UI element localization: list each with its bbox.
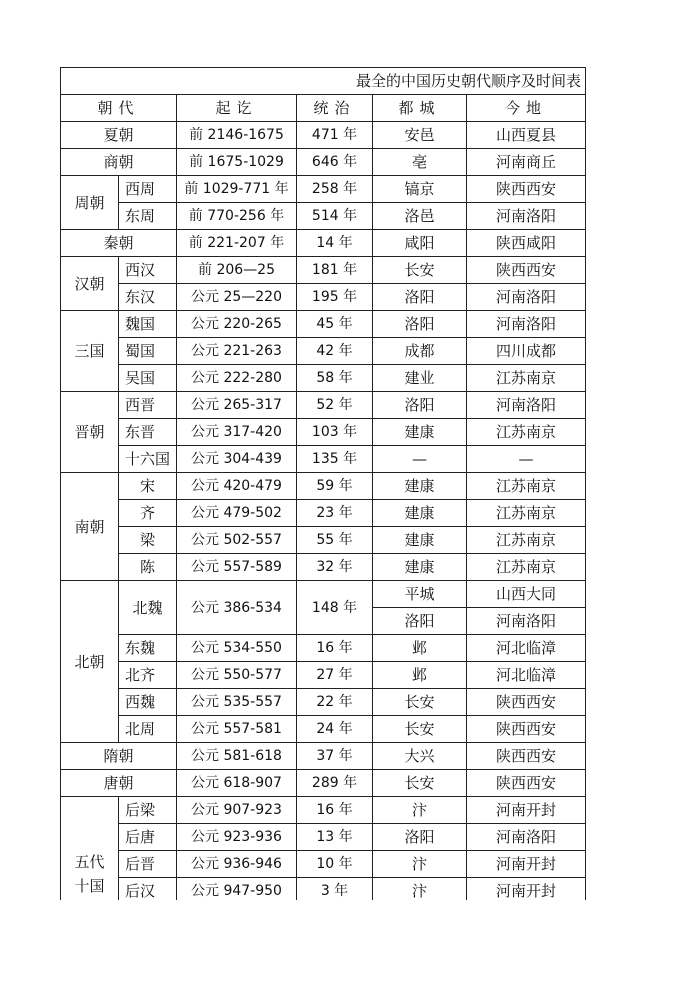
period-cell: 前 2146-1675 <box>177 122 297 149</box>
period-cell: 公元 222-280 <box>177 365 297 392</box>
dynasty-group <box>61 797 119 905</box>
rule-cell: 646 年 <box>297 149 373 176</box>
period-cell: 前 770-256 年 <box>177 203 297 230</box>
group-line: 五代 <box>74 853 105 871</box>
period-cell: 公元 265-317 <box>177 392 297 419</box>
table-row <box>61 743 586 770</box>
table-row <box>61 122 586 149</box>
today-cell: — <box>467 446 586 473</box>
table-row <box>61 689 586 716</box>
dynasty-group: 三国 <box>61 311 119 392</box>
table-row <box>61 635 586 662</box>
period-cell: 公元 618-907 <box>177 770 297 797</box>
period-cell: 公元 923-936 <box>177 824 297 851</box>
today-cell: 陕西西安 <box>467 743 586 770</box>
period-cell: 公元 534-550 <box>177 635 297 662</box>
rule-cell: 23 年 <box>297 500 373 527</box>
sub-dynasty-name: 后梁 <box>119 797 177 824</box>
table-row <box>61 473 586 500</box>
header-row <box>61 95 586 122</box>
dynasty-table <box>60 67 586 905</box>
today-cell: 陕西咸阳 <box>467 230 586 257</box>
today-cell: 陕西西安 <box>467 770 586 797</box>
today-cell: 河南洛阳 <box>467 311 586 338</box>
period-cell: 公元 557-581 <box>177 716 297 743</box>
table-row <box>61 824 586 851</box>
rule-cell: 27 年 <box>297 662 373 689</box>
period-cell: 前 1675-1029 <box>177 149 297 176</box>
sub-dynasty-name: 东晋 <box>119 419 177 446</box>
capital-cell: 洛阳 <box>373 392 467 419</box>
table-row <box>61 392 586 419</box>
capital-cell: — <box>373 446 467 473</box>
period-cell: 公元 221-263 <box>177 338 297 365</box>
dynasty-name: 商朝 <box>61 149 177 176</box>
sub-dynasty-name: 蜀国 <box>119 338 177 365</box>
rule-cell: 514 年 <box>297 203 373 230</box>
table-row <box>61 716 586 743</box>
sub-dynasty-name: 东汉 <box>119 284 177 311</box>
today-cell: 陕西西安 <box>467 689 586 716</box>
rule-cell: 52 年 <box>297 392 373 419</box>
header-capital: 都城 <box>373 95 467 122</box>
today-cell: 河北临漳 <box>467 635 586 662</box>
table-row <box>61 203 586 230</box>
today-cell: 山西夏县 <box>467 122 586 149</box>
sub-dynasty-name: 后汉 <box>119 878 177 905</box>
today-cell: 江苏南京 <box>467 473 586 500</box>
sub-dynasty-name: 宋 <box>119 473 177 500</box>
rule-cell: 32 年 <box>297 554 373 581</box>
period-cell: 公元 557-589 <box>177 554 297 581</box>
table-row <box>61 176 586 203</box>
rule-cell: 55 年 <box>297 527 373 554</box>
capital-cell: 建康 <box>373 473 467 500</box>
table-row <box>61 419 586 446</box>
group-line: 十国 <box>74 877 105 895</box>
sub-dynasty-name: 十六国 <box>119 446 177 473</box>
today-cell: 河南洛阳 <box>467 203 586 230</box>
table-row <box>61 797 586 824</box>
table-row <box>61 500 586 527</box>
capital-cell: 建康 <box>373 500 467 527</box>
sub-dynasty-name: 北周 <box>119 716 177 743</box>
dynasty-group: 南朝 <box>61 473 119 581</box>
today-cell: 河南洛阳 <box>467 824 586 851</box>
table-row <box>61 554 586 581</box>
today-cell: 河南洛阳 <box>467 392 586 419</box>
dynasty-group: 汉朝 <box>61 257 119 311</box>
today-cell: 河南开封 <box>467 797 586 824</box>
today-cell: 江苏南京 <box>467 554 586 581</box>
sub-dynasty-name: 后晋 <box>119 851 177 878</box>
rule-cell: 471 年 <box>297 122 373 149</box>
rule-cell: 103 年 <box>297 419 373 446</box>
today-cell: 河北临漳 <box>467 662 586 689</box>
capital-cell: 洛阳 <box>373 284 467 311</box>
dynasty-table-sheet <box>60 67 586 905</box>
today-cell: 河南开封 <box>467 851 586 878</box>
rule-cell: 258 年 <box>297 176 373 203</box>
today-cell: 江苏南京 <box>467 527 586 554</box>
today-cell: 陕西西安 <box>467 257 586 284</box>
rule-cell: 16 年 <box>297 635 373 662</box>
period-cell: 公元 304-439 <box>177 446 297 473</box>
rule-cell: 195 年 <box>297 284 373 311</box>
period-cell: 公元 502-557 <box>177 527 297 554</box>
period-cell: 公元 550-577 <box>177 662 297 689</box>
table-row <box>61 527 586 554</box>
capital-cell: 亳 <box>373 149 467 176</box>
period-cell: 前 206—25 <box>177 257 297 284</box>
period-cell: 公元 479-502 <box>177 500 297 527</box>
capital-cell: 平城 <box>373 581 467 608</box>
capital-cell: 长安 <box>373 770 467 797</box>
dynasty-group: 周朝 <box>61 176 119 230</box>
period-cell: 公元 220-265 <box>177 311 297 338</box>
table-row <box>61 662 586 689</box>
rule-cell: 3 年 <box>297 878 373 905</box>
capital-cell: 长安 <box>373 257 467 284</box>
dynasty-name: 隋朝 <box>61 743 177 770</box>
dynasty-name: 唐朝 <box>61 770 177 797</box>
today-cell: 河南商丘 <box>467 149 586 176</box>
capital-cell: 建康 <box>373 419 467 446</box>
period-cell: 公元 25—220 <box>177 284 297 311</box>
today-cell: 江苏南京 <box>467 365 586 392</box>
capital-cell: 洛邑 <box>373 203 467 230</box>
sub-dynasty-name: 齐 <box>119 500 177 527</box>
rule-cell: 13 年 <box>297 824 373 851</box>
sub-dynasty-name: 北魏 <box>119 581 177 635</box>
rule-cell: 59 年 <box>297 473 373 500</box>
rule-cell: 10 年 <box>297 851 373 878</box>
table-row <box>61 311 586 338</box>
capital-cell: 咸阳 <box>373 230 467 257</box>
sub-dynasty-name: 东周 <box>119 203 177 230</box>
capital-cell: 建康 <box>373 554 467 581</box>
period-cell: 公元 386-534 <box>177 581 297 635</box>
sub-dynasty-name: 梁 <box>119 527 177 554</box>
today-cell: 陕西西安 <box>467 176 586 203</box>
dynasty-group: 晋朝 <box>61 392 119 473</box>
table-row <box>61 365 586 392</box>
capital-cell: 汴 <box>373 797 467 824</box>
sub-dynasty-name: 吴国 <box>119 365 177 392</box>
sub-dynasty-name: 西晋 <box>119 392 177 419</box>
dynasty-group: 北朝 <box>61 581 119 743</box>
today-cell: 河南洛阳 <box>467 608 586 635</box>
rule-cell: 16 年 <box>297 797 373 824</box>
table-row <box>61 257 586 284</box>
capital-cell: 洛阳 <box>373 608 467 635</box>
sub-dynasty-name: 魏国 <box>119 311 177 338</box>
table-row <box>61 446 586 473</box>
period-cell: 公元 907-923 <box>177 797 297 824</box>
today-cell: 江苏南京 <box>467 419 586 446</box>
capital-cell: 洛阳 <box>373 824 467 851</box>
capital-cell: 大兴 <box>373 743 467 770</box>
sub-dynasty-name: 西汉 <box>119 257 177 284</box>
rule-cell: 148 年 <box>297 581 373 635</box>
rule-cell: 42 年 <box>297 338 373 365</box>
capital-cell: 安邑 <box>373 122 467 149</box>
table-title: 最全的中国历史朝代顺序及时间表 <box>61 68 586 95</box>
period-cell: 前 221-207 年 <box>177 230 297 257</box>
page-bottom-margin <box>0 900 700 991</box>
rule-cell: 45 年 <box>297 311 373 338</box>
period-cell: 公元 581-618 <box>177 743 297 770</box>
rule-cell: 37 年 <box>297 743 373 770</box>
sub-dynasty-name: 北齐 <box>119 662 177 689</box>
period-cell: 公元 936-946 <box>177 851 297 878</box>
capital-cell: 邺 <box>373 662 467 689</box>
today-cell: 河南洛阳 <box>467 284 586 311</box>
period-cell: 前 1029-771 年 <box>177 176 297 203</box>
header-period: 起讫 <box>177 95 297 122</box>
capital-cell: 长安 <box>373 689 467 716</box>
rule-cell: 135 年 <box>297 446 373 473</box>
capital-cell: 成都 <box>373 338 467 365</box>
capital-cell: 镐京 <box>373 176 467 203</box>
table-row <box>61 581 586 608</box>
capital-cell: 建业 <box>373 365 467 392</box>
capital-cell: 汴 <box>373 878 467 905</box>
today-cell: 四川成都 <box>467 338 586 365</box>
today-cell: 陕西西安 <box>467 716 586 743</box>
sub-dynasty-name: 西魏 <box>119 689 177 716</box>
today-cell: 江苏南京 <box>467 500 586 527</box>
table-row <box>61 149 586 176</box>
sub-dynasty-name: 后唐 <box>119 824 177 851</box>
period-cell: 公元 317-420 <box>177 419 297 446</box>
table-row <box>61 770 586 797</box>
period-cell: 公元 947-950 <box>177 878 297 905</box>
rule-cell: 14 年 <box>297 230 373 257</box>
title-row <box>61 68 586 95</box>
rule-cell: 289 年 <box>297 770 373 797</box>
dynasty-name: 夏朝 <box>61 122 177 149</box>
rule-cell: 24 年 <box>297 716 373 743</box>
period-cell: 公元 420-479 <box>177 473 297 500</box>
capital-cell: 邺 <box>373 635 467 662</box>
sub-dynasty-name: 东魏 <box>119 635 177 662</box>
capital-cell: 长安 <box>373 716 467 743</box>
rule-cell: 22 年 <box>297 689 373 716</box>
capital-cell: 洛阳 <box>373 311 467 338</box>
header-dynasty: 朝代 <box>61 95 177 122</box>
capital-cell: 汴 <box>373 851 467 878</box>
header-rule: 统治 <box>297 95 373 122</box>
sub-dynasty-name: 西周 <box>119 176 177 203</box>
table-row <box>61 851 586 878</box>
today-cell: 河南开封 <box>467 878 586 905</box>
table-row <box>61 284 586 311</box>
sub-dynasty-name: 陈 <box>119 554 177 581</box>
period-cell: 公元 535-557 <box>177 689 297 716</box>
table-row <box>61 338 586 365</box>
rule-cell: 58 年 <box>297 365 373 392</box>
header-today: 今地 <box>467 95 586 122</box>
capital-cell: 建康 <box>373 527 467 554</box>
dynasty-name: 秦朝 <box>61 230 177 257</box>
rule-cell: 181 年 <box>297 257 373 284</box>
today-cell: 山西大同 <box>467 581 586 608</box>
table-row <box>61 230 586 257</box>
